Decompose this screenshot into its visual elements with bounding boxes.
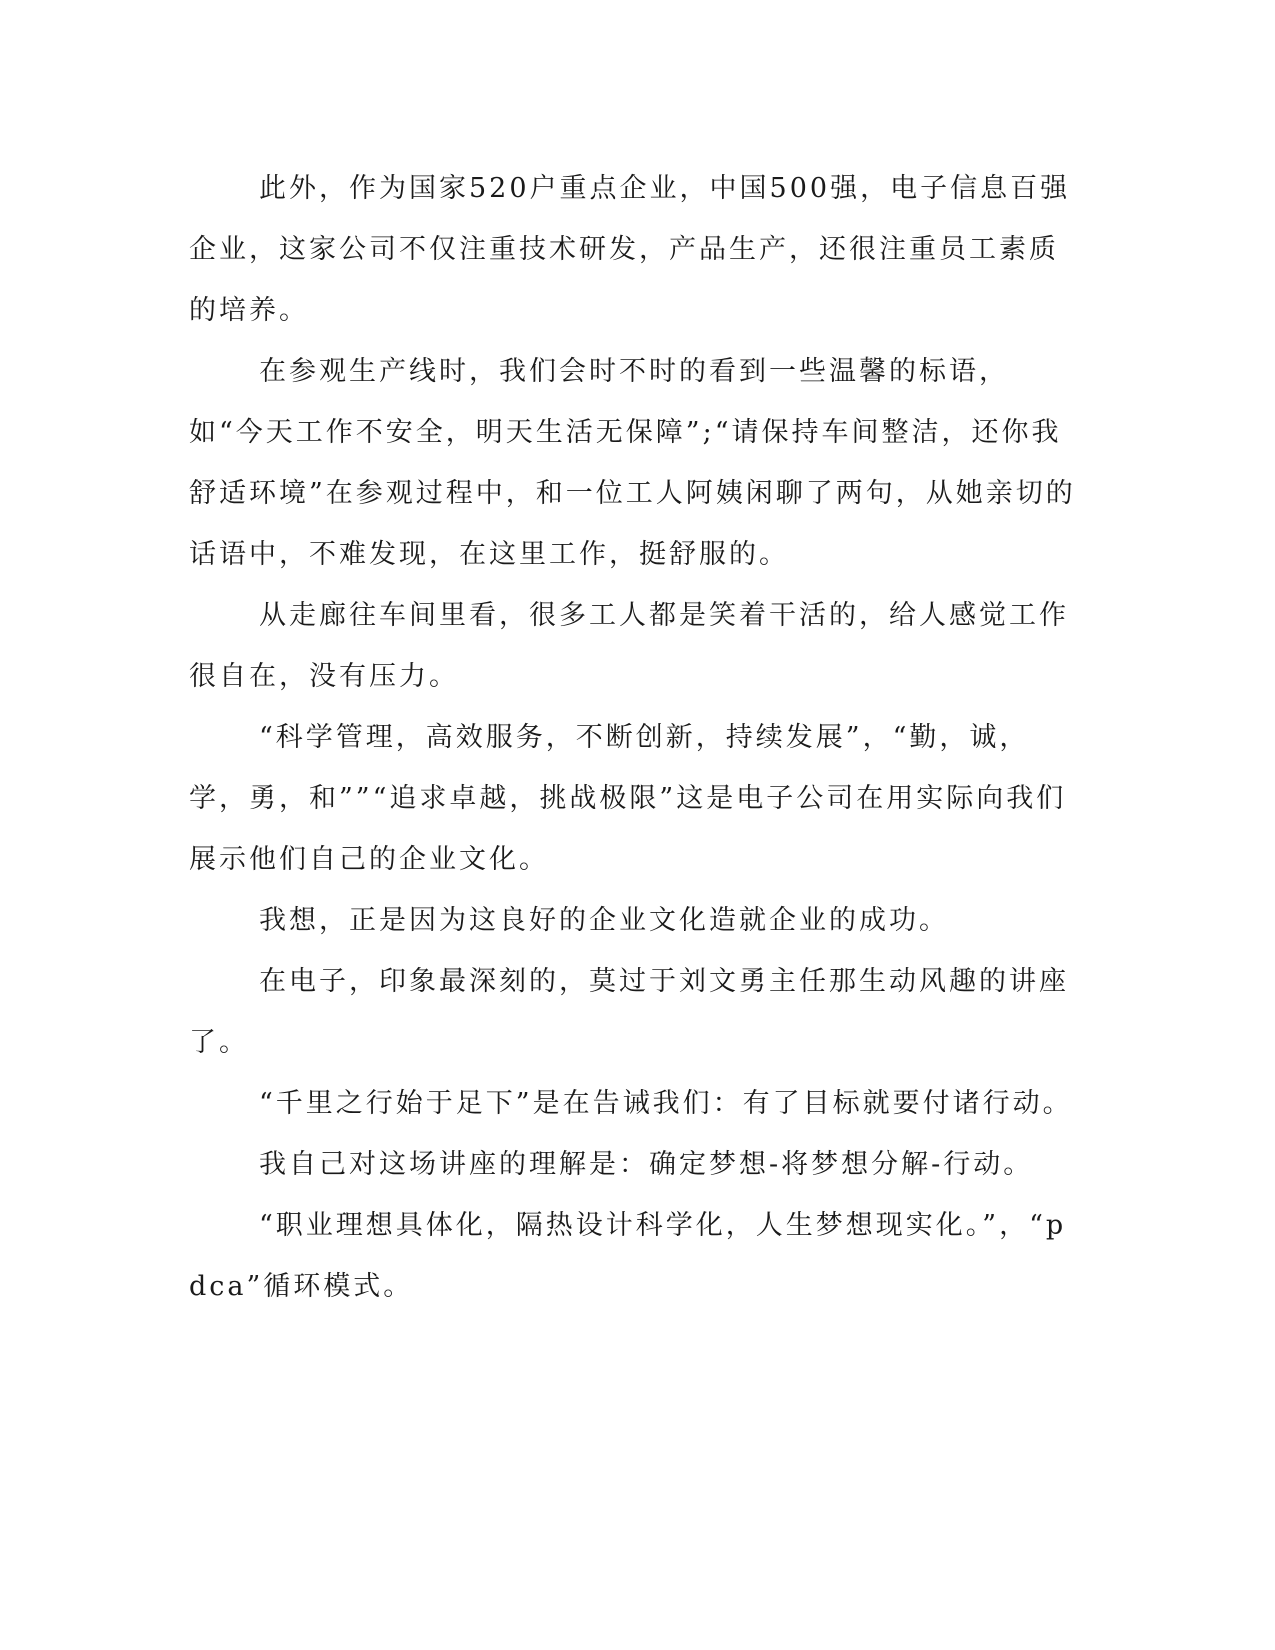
paragraph-9: “职业理想具体化，隔热设计科学化，人生梦想现实化。”，“pdca”循环模式。 — [189, 1210, 1067, 1302]
paragraph-1: 此外，作为国家520户重点企业，中国500强，电子信息百强企业，这家公司不仅注重技术研发，产品生产，还很注重员工素质的培养。 — [189, 173, 1071, 326]
paragraph-8: 我自己对这场讲座的理解是：确定梦想-将梦想分解-行动。 — [259, 1149, 1034, 1180]
paragraph-2: 在参观生产线时，我们会时不时的看到一些温馨的标语，如“今天工作不安全，明天生活无保障”;“请保持车间整洁，还你我舒适环境”在参观过程中，和一位工人阿姨闲聊了两句，从她亲切的话语中，不难发现，在这里工作，挺舒服的。 — [189, 356, 1076, 570]
document-body — [189, 158, 1079, 1317]
paragraph-7: “千里之行始于足下”是在告诫我们：有了目标就要付诸行动。 — [259, 1088, 1073, 1119]
paragraph-4: “科学管理，高效服务，不断创新，持续发展”，“勤，诚，学，勇，和””“追求卓越，挑战极限”这是电子公司在用实际向我们展示他们自己的企业文化。 — [189, 722, 1067, 875]
paragraph-5: 我想，正是因为这良好的企业文化造就企业的成功。 — [259, 905, 949, 936]
paragraph-3: 从走廊往车间里看，很多工人都是笑着干活的，给人感觉工作很自在，没有压力。 — [189, 600, 1069, 692]
paragraph-6: 在电子，印象最深刻的，莫过于刘文勇主任那生动风趣的讲座了。 — [189, 966, 1069, 1058]
